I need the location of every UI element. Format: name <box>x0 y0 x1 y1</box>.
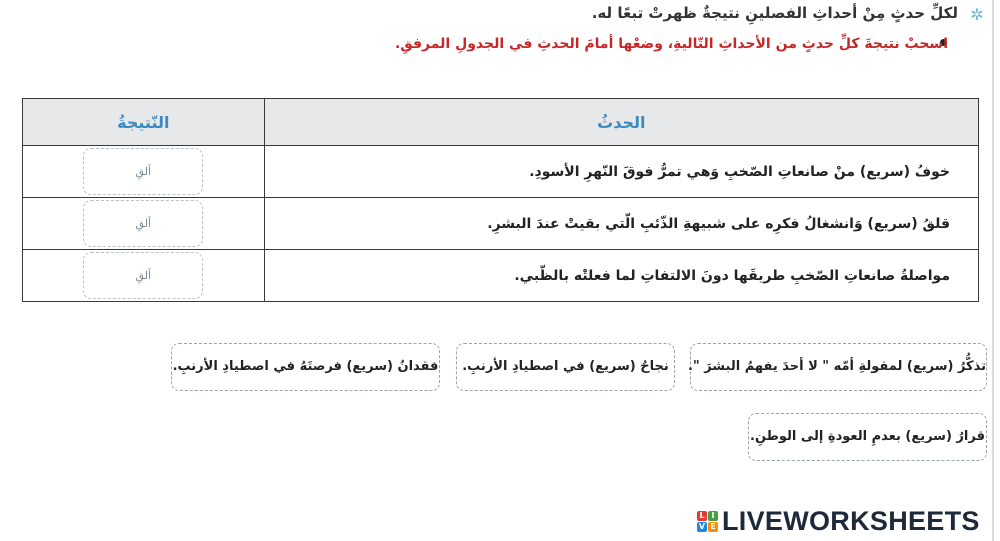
events-results-table <box>22 98 979 302</box>
table-header-row <box>23 99 979 146</box>
draggable-option[interactable]: قرارُ (سريع) بعدمِ العودةِ إلى الوطنِ. <box>748 413 987 461</box>
draggable-option[interactable]: نجاحُ (سريع) في اصطيادِ الأرنبِ. <box>456 343 675 391</box>
liveworksheets-brand <box>697 506 980 536</box>
instruction-task: اسحبْ نتيجةَ كلِّ حدثٍ من الأحداثِ التّاليةِ، وضعْها أمامَ الحدثِ في الجدولِ المرفقِ. <box>394 36 948 52</box>
gear-icon: ✲ <box>970 5 984 24</box>
logo-tile: E <box>708 522 718 532</box>
header-event: الحدثُ <box>264 99 978 146</box>
event-cell: مواصلةُ صانعاتِ الصّخبِ طريقَها دونَ الالتفاتِ لما فعلتْه بالظّبي. <box>264 250 978 302</box>
draggable-option[interactable]: فقدانُ (سريع) فرصتَهُ في اصطيادِ الأرنبِ. <box>171 343 440 391</box>
draggable-option[interactable]: تذكُّرُ (سريع) لمقولةِ أمّه " لا أحدَ يفهمُ البشرَ ". <box>690 343 987 391</box>
logo-tile: L <box>697 511 707 521</box>
table-row <box>23 250 979 302</box>
logo-tile: V <box>698 521 706 531</box>
drop-zone[interactable]: ألقِ <box>83 252 203 299</box>
header-result: النّتيجةُ <box>23 99 265 146</box>
brand-name: LIVEWORKSHEETS <box>722 505 980 536</box>
event-cell: خوفُ (سريع) منْ صانعاتِ الصّخبِ وَهي تمرُّ فوقَ النّهرِ الأسودِ. <box>264 146 978 198</box>
drop-zone[interactable]: ألقِ <box>83 148 203 195</box>
page-right-border <box>992 0 994 541</box>
table-row <box>23 146 979 198</box>
table-row <box>23 198 979 250</box>
brand-logo-icon <box>697 511 718 532</box>
result-cell <box>23 198 265 250</box>
drop-zone[interactable]: ألقِ <box>83 200 203 247</box>
result-cell <box>23 250 265 302</box>
event-cell: قلقُ (سريع) وَانشغالُ فكرِه على شبيهةِ الذّئبِ الّتي بقيتْ عندَ البشرِ. <box>264 198 978 250</box>
logo-tile: I <box>708 511 718 521</box>
result-cell <box>23 146 265 198</box>
instruction-heading: لكلِّ حدثٍ مِنْ أحداثِ الفصلينِ نتيجةٌ ظهرتْ تبعًا له. <box>591 4 958 22</box>
